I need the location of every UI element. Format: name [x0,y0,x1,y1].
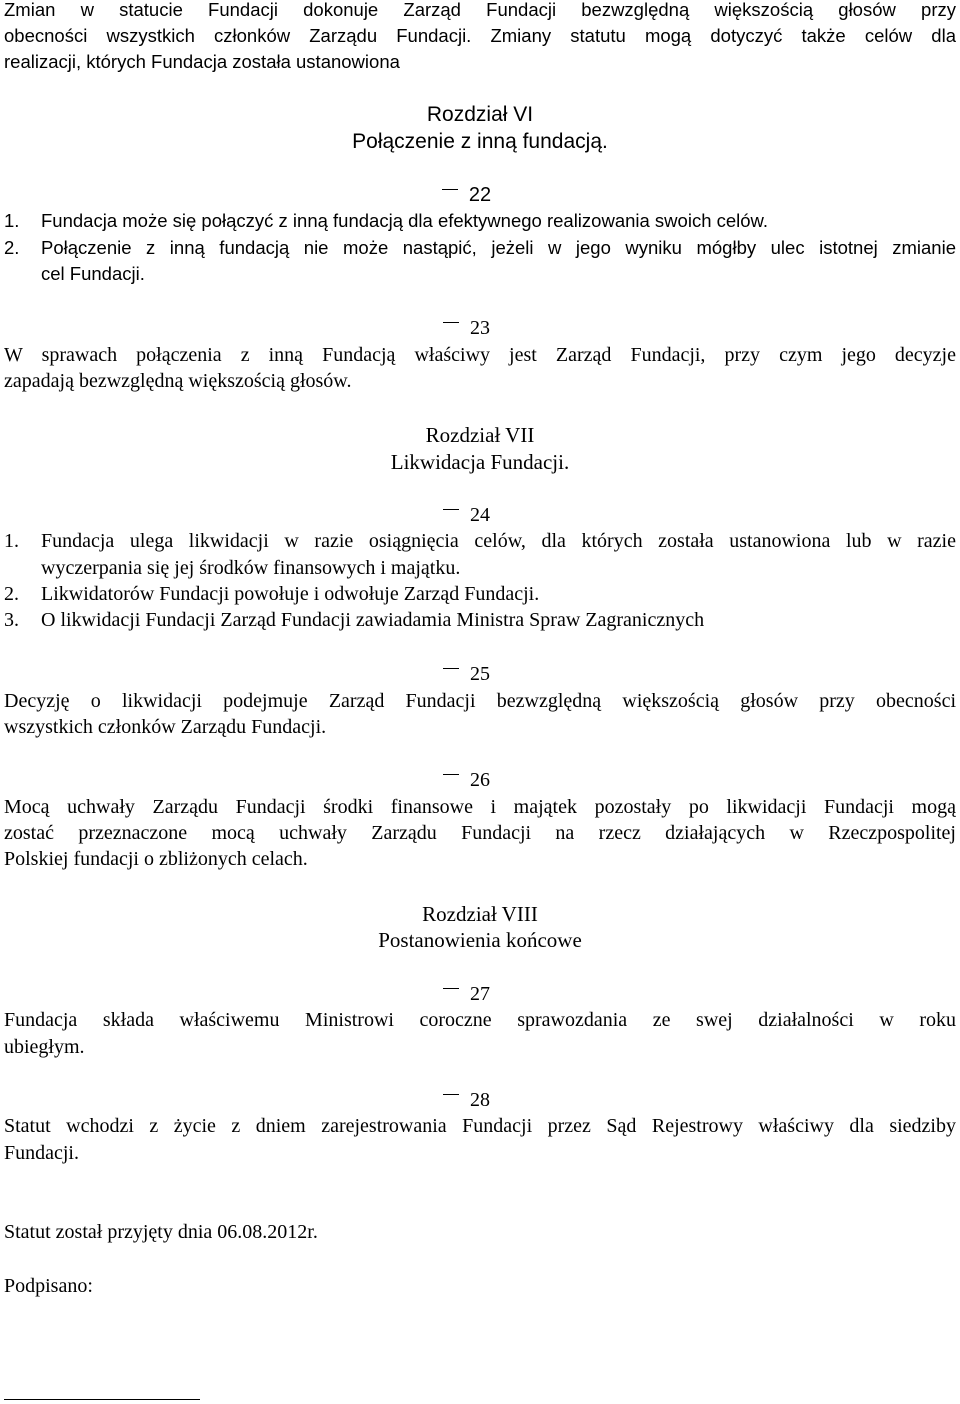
list-item-continuation: cel Fundacji. [41,263,145,284]
body-text-line: obecności wszystkich członków Zarządu Fundacji. Zmiany statutu mogą dotyczyć także celów dla [4,25,956,46]
body-text-line: Fundacji. [4,1142,79,1164]
list-item-text: Połączenie z inną fundacją nie może nastąpić, jeżeli w jego wyniku mógłby ulec istotnej zmianie [41,237,956,258]
paragraph-number: 22 [4,182,956,208]
body-text-line: ubiegłym. [4,1036,85,1058]
signature-label: Podpisano: [4,1275,93,1297]
body-text-line: Statut wchodzi z życie z dniem zarejestrowania Fundacji przez Sąd Rejestrowy właściwy dla siedziby [4,1115,956,1137]
list-number: 1. [4,530,19,552]
paragraph-number: 27 [4,981,956,1007]
chapter-subtitle: Połączenie z inną fundacją. [352,130,608,153]
chapter-subtitle: Postanowienia końcowe [378,928,582,952]
list-item-continuation: wyczerpania się jej środków finansowych i majątku. [41,557,461,579]
adoption-date: Statut został przyjęty dnia 06.08.2012r. [4,1221,318,1243]
body-text-line: Polskiej fundacji o zbliżonych celach. [4,848,308,870]
body-text-line: Mocą uchwały Zarządu Fundacji środki finansowe i majątek pozostały po likwidacji Fundacji mogą [4,796,956,818]
chapter-subtitle: Likwidacja Fundacji. [390,450,570,474]
list-item-text: Fundacja może się połączyć z inną fundacją dla efektywnego realizowania swoich celów. [41,210,769,231]
body-text-line: W sprawach połączenia z inną Fundacją właściwy jest Zarząd Fundacji, przy czym jego decyzje [4,344,956,366]
chapter-title: Rozdział VII [425,423,535,447]
body-text-line: Decyzję o likwidacji podejmuje Zarząd Fundacji bezwzględną większością głosów przy obecności [4,690,956,712]
body-text-line: Zmian w statucie Fundacji dokonuje Zarząd Fundacji bezwzględną większością głosów przy [4,0,956,20]
list-item-text: O likwidacji Fundacji Zarząd Fundacji zawiadamia Ministra Spraw Zagranicznych [41,609,705,631]
section-mark-underline [443,762,459,775]
chapter-title: Rozdział VI [426,103,534,126]
list-number: 1. [4,210,20,231]
paragraph-number: 23 [4,315,956,341]
paragraph-number: 28 [4,1087,956,1113]
body-text-line: realizacji, których Fundacja została ustanowiona [4,51,400,72]
section-mark-underline [443,976,459,989]
section-mark-underline [443,497,459,510]
paragraph-number: 25 [4,661,956,687]
section-mark-underline [443,1082,459,1095]
list-number: 2. [4,583,19,605]
paragraph-number: 24 [4,502,956,528]
body-text-line: zapadają bezwzględną większością głosów. [4,370,352,392]
list-item-text: Likwidatorów Fundacji powołuje i odwołuje Zarząd Fundacji. [41,583,540,605]
list-number: 2. [4,237,20,258]
body-text-line: Fundacja składa właściwemu Ministrowi coroczne sprawozdania ze swej działalności w roku [4,1009,956,1031]
body-text-line: wszystkich członków Zarządu Fundacji. [4,716,327,738]
body-text-line: zostać przeznaczone mocą uchwały Zarządu Fundacji na rzecz działających w Rzeczpospolitej [4,822,956,844]
signature-line [4,1399,200,1400]
section-mark-underline [443,656,459,669]
list-number: 3. [4,609,19,631]
paragraph-number: 26 [4,767,956,793]
section-mark-underline [443,310,459,323]
list-item-text: Fundacja ulega likwidacji w razie osiągnięcia celów, dla których została ustanowiona lub w razie [41,530,956,552]
chapter-title: Rozdział VIII [422,902,538,926]
section-mark-underline [442,177,458,190]
